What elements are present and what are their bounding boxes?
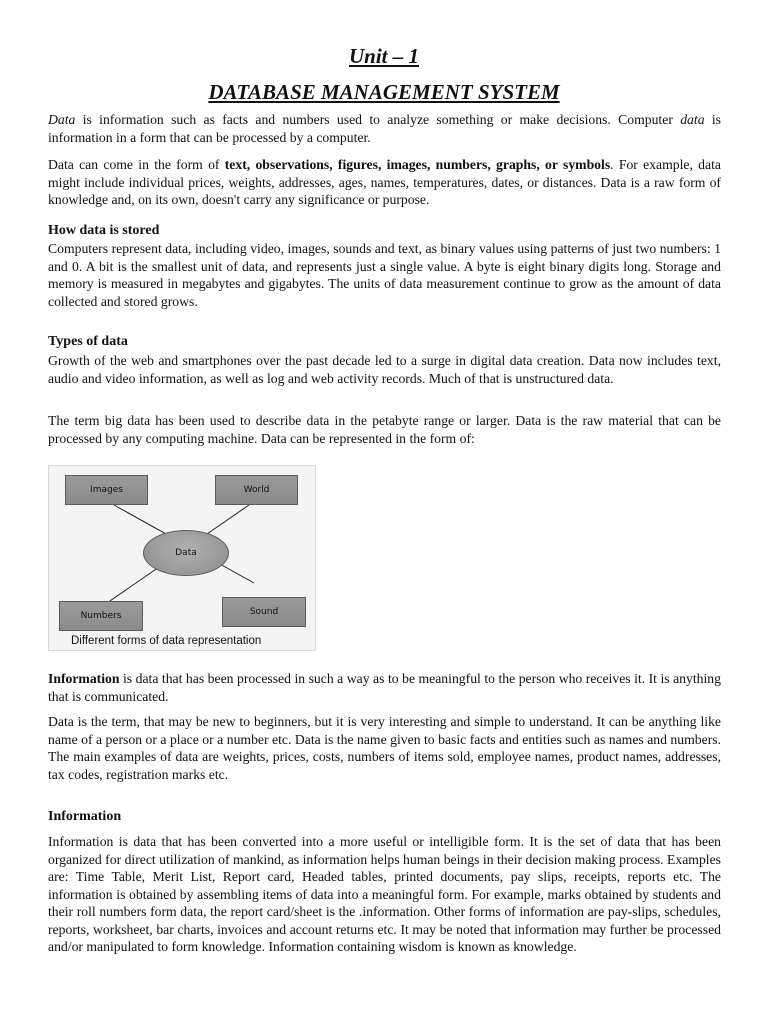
node-images: Images <box>65 475 148 505</box>
unit-title: Unit – 1 <box>348 44 419 68</box>
types-paragraph-2: The term big data has been used to describe data in the petabyte range or larger. Data is the raw material that can be processed by any computing machine. Data can be represented in the form of: <box>48 413 721 446</box>
data-definition-paragraph: Data is the term, that may be new to beginners, but it is very interesting and simple to understand. It can be anything like name of a person or a place or a number etc. Data is the name given to basic facts and entities such as names and numbers. The main examples of data are weights, prices, costs, numbers of items sold, employee names, product names, addresses, tax codes, registration marks etc. <box>48 714 721 782</box>
intro-text-1: is information such as facts and numbers used to analyze something or make decisions. Computer <box>75 112 681 127</box>
intro-p2-text-1: Data can come in the form of <box>48 157 225 172</box>
node-world: World <box>215 475 298 505</box>
stored-paragraph: Computers represent data, including video, images, sounds and text, as binary values using patterns of just two numbers: 1 and 0. A bit is the smallest unit of data, and represents just a single value. A byte is eight binary digits long. Storage and memory is measured in megabytes and gigabytes. The units of data measurement continue to grow as the amount of data collected and stored grows. <box>48 241 721 309</box>
heading-information: Information <box>48 809 122 824</box>
intro-paragraph-2 <box>48 156 721 209</box>
intro-p2-bold: text, observations, figures, images, numbers, graphs, or symbols <box>224 157 611 172</box>
main-title: DATABASE MANAGEMENT SYSTEM <box>208 80 560 104</box>
information-bold-term: Information <box>48 671 120 686</box>
information-paragraph: Information is data that has been converted into a more useful or intelligible form. It is the set of data that has been organized for direct utilization of mankind, as information helps human beings in their decision making process. Examples are: Time Table, Merit List, Report card, Headed tables, printed documents, pay slips, receipts, reports etc. The information is obtained by assembling items of data into a meaningful form. For example, marks obtained by students and their roll numbers form data, the report card/sheet is the .information. Other forms of information are pay-slips, schedules, reports, worksheet, bar charts, invoices and account returns etc. It may be noted that information may further be processed and/or manipulated to form knowledge. Information containing wisdom is known as knowledge. <box>48 834 721 954</box>
intro-p2-text-2: . For example, data might include individual prices, weights, addresses, ages, names, temperatures, dates, or distances. Data is a raw form of knowledge and, on its own, doesn't carry any significance or purpose. <box>48 157 721 207</box>
node-sound: Sound <box>222 597 306 627</box>
information-intro-paragraph <box>48 670 721 705</box>
node-numbers: Numbers <box>59 601 143 631</box>
data-forms-diagram <box>48 465 316 651</box>
heading-types-of-data: Types of data <box>48 334 128 349</box>
diagram-caption: Different forms of data representation <box>71 635 262 647</box>
intro-paragraph-1 <box>48 111 721 146</box>
term-data: Data <box>48 112 76 127</box>
node-data: Data <box>143 530 229 576</box>
information-intro-text: is data that has been processed in such a way as to be meaningful to the person who receives it. It is anything that is communicated. <box>48 671 721 704</box>
intro-text-2: is information in a form that can be processed by a computer. <box>48 112 721 145</box>
heading-how-data-is-stored: How data is stored <box>48 223 160 238</box>
types-paragraph-1: Growth of the web and smartphones over the past decade led to a surge in digital data creation. Data now includes text, audio and video information, as well as log and web activity records. Much of that is unstructured data. <box>48 353 721 386</box>
term-data-2: data <box>680 112 705 127</box>
